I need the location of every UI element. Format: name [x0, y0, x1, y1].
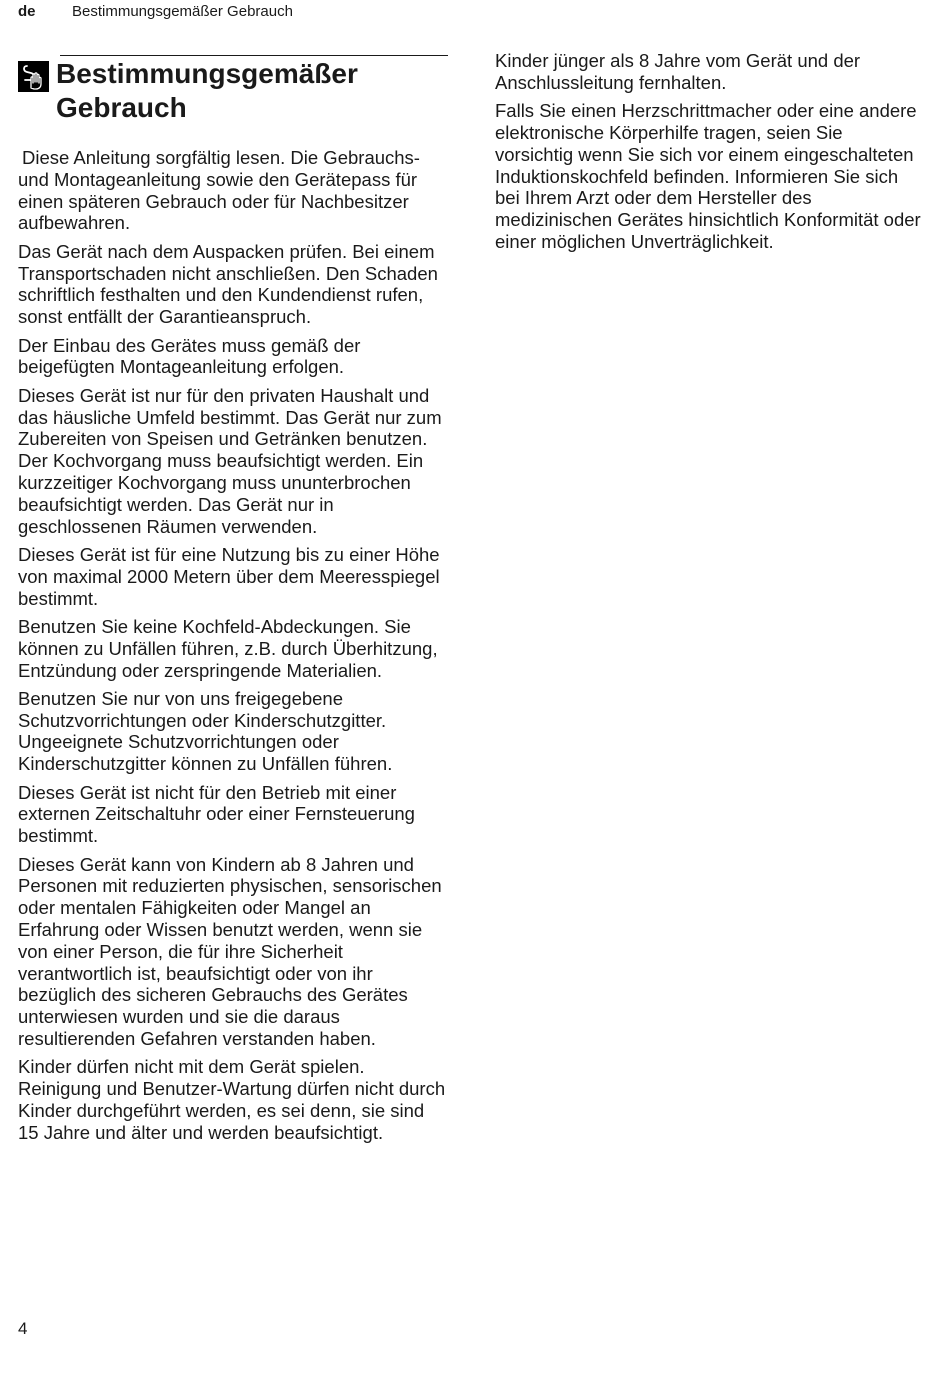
page-header [18, 0, 293, 22]
left-column [18, 55, 448, 1150]
paragraph: Kinder jünger als 8 Jahre vom Gerät und der Anschlussleitung fernhalten. [495, 50, 861, 93]
paragraph: Benutzen Sie keine Kochfeld-Abdeckungen. Sie können zu Unfällen führen, z.B. durch Überhitzung, Entzündung oder zerspringende Materialien. [18, 615, 438, 681]
paragraph: Diese Anleitung sorgfältig lesen. Die Gebrauchs- und Montageanleitung sowie den Gerätepass für einen späteren Gebrauch oder für Nachbesitzer aufbewahren. [18, 147, 420, 234]
paragraph: Dieses Gerät ist für eine Nutzung bis zu einer Höhe von maximal 2000 Metern über dem Meeresspiegel bestimmt. [18, 543, 440, 609]
paragraph: Dieses Gerät ist nicht für den Betrieb mit einer externen Zeitschaltuhr oder einer Fernsteuerung bestimmt. [18, 781, 415, 847]
page-number: 4 [18, 1319, 28, 1338]
paragraph: Benutzen Sie nur von uns freigegebene Schutzvorrichtungen oder Kinderschutzgitter. Ungeeignete Schutzvorrichtungen oder Kinderschutzgitter können zu Unfällen führen. [18, 687, 393, 775]
paragraph: Kinder dürfen nicht mit dem Gerät spielen. Reinigung und Benutzer-Wartung dürfen nicht durch Kinder durchgeführt werden, es sei denn, sie sind 15 Jahre und älter und werden beaufsichtigt. [18, 1056, 446, 1143]
manual-hand-icon [18, 61, 49, 92]
paragraph: Dieses Gerät ist nur für den privaten Haushalt und das häusliche Umfeld bestimmt. Das Gerät nur zum Zubereiten von Speisen und Getränken benutzen. Der Kochvorgang muss beaufsichtigt werden. Ein kurzzeitiger Kochvorgang muss ununterbrochen beaufsichtigt werden. Das Gerät nur in geschlossenen Räumen verwenden. [18, 384, 442, 537]
paragraph: Dieses Gerät kann von Kindern ab 8 Jahren und Personen mit reduzierten physischen, sensorischen oder mentalen Fähigkeiten oder Mangel an Erfahrung oder Wissen benutzt werden, wenn sie von einer Person, die für ihre Sicherheit verantwortlich ist, beaufsichtigt oder von ihr bezüglich des sicheren Gebrauchs des Gerätes unterwiesen wurden und sie die daraus resultierenden Gefahren verstanden haben. [18, 853, 442, 1050]
running-section-title: Bestimmungsgemäßer Gebrauch [72, 2, 293, 20]
title-line-2: Gebrauch [56, 92, 187, 123]
right-column [495, 50, 925, 259]
paragraph: Falls Sie einen Herzschrittmacher oder eine andere elektronische Körperhilfe tragen, seien Sie vorsichtig wenn Sie sich vor einem eingeschalteten Induktionskochfeld befinden. Informieren Sie sich bei Ihrem Arzt oder dem Hersteller des medizinischen Gerätes hinsichtlich Konformität oder einer möglichen Unverträglichkeit. [495, 100, 921, 252]
section-heading [18, 55, 448, 125]
language-code: de [18, 2, 36, 20]
title-line-1: Bestimmungsgemäßer [56, 58, 358, 89]
paragraph: Der Einbau des Gerätes muss gemäß der beigefügten Montageanleitung erfolgen. [18, 334, 361, 378]
paragraph: Das Gerät nach dem Auspacken prüfen. Bei einem Transportschaden nicht anschließen. Den Schaden schriftlich festhalten und den Kundendienst rufen, sonst entfällt der Garantieanspruch. [18, 240, 438, 328]
page-title [56, 57, 448, 125]
